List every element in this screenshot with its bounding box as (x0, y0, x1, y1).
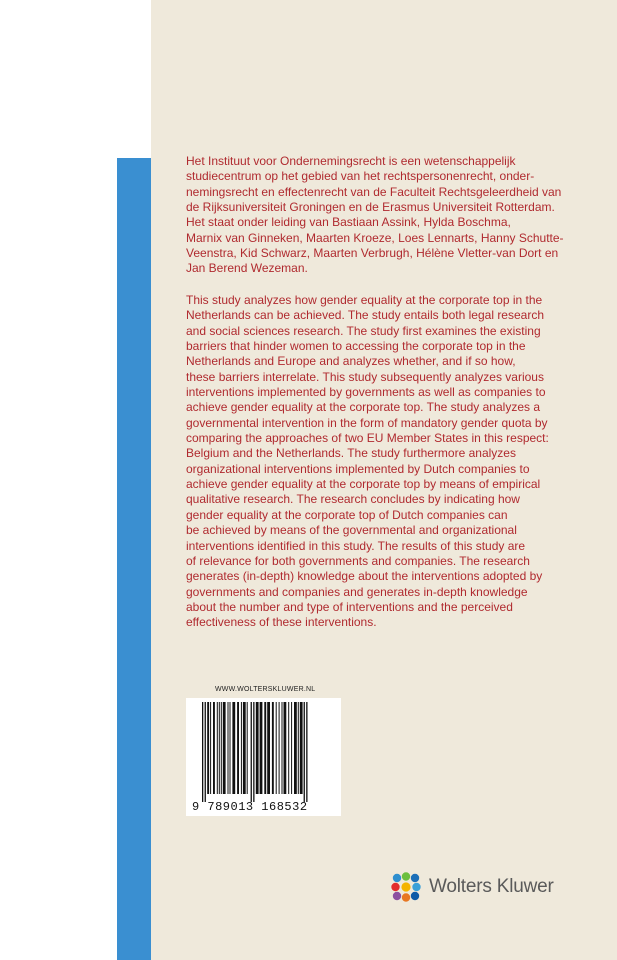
spine-stripe (117, 158, 151, 960)
barcode-digits: 9 789013 168532 (192, 800, 308, 814)
publisher-logo (391, 872, 554, 902)
publisher-name: Wolters Kluwer (429, 876, 554, 897)
publisher-url: WWW.WOLTERSKLUWER.NL (215, 686, 316, 693)
dutch-blurb: Het Instituut voor Ondernemingsrecht is een wetenschappelijk studiecentrum op het gebied van het rechtspersonenrecht, onder- nemingsrecht en effectenrecht van de Faculteit Rechtsgeleerdheid van de Rijksuniversiteit Groningen en de Erasmus Universiteit Rotterdam. Het staat onder leiding van Bastiaan Assink, Hylda Boschma, Marnix van Ginneken, Maarten Kroeze, Loes Lennarts, Hanny Schutte- Veenstra, Kid Schwarz, Maarten Verbrugh, Hélène Vletter-van Dort en Jan Berend Wezeman. (186, 154, 564, 276)
globe-icon (391, 872, 421, 902)
barcode (186, 698, 341, 816)
english-blurb: This study analyzes how gender equality at the corporate top in the Netherlands can be achieved. The study entails both legal research and social sciences research. The study first examines the existing barriers that hinder women to accessing the corporate top in the Netherlands and Europe and analyzes whether, and if so how, these barriers interrelate. This study subsequently analyzes various interventions implemented by governments as well as companies to achieve gender equality at the corporate top. The study analyzes a governmental intervention in the form of mandatory gender quota by comparing the approaches of two EU Member States in this respect: Belgium and the Netherlands. The study furthermore analyzes organizational interventions implemented by Dutch companies to achieve gender equality at the corporate top by means of empirical qualitative research. The research concludes by indicating how gender equality at the corporate top of Dutch companies can be achieved by means of the governmental and organizational interventions identified in this study. The results of this study are of relevance for both governments and companies. The research generates (in-depth) knowledge about the interventions adopted by governments and companies and generates in-depth knowledge about the number and type of interventions and the perceived effectiveness of these interventions. (186, 293, 549, 630)
barcode-bars (186, 698, 341, 802)
